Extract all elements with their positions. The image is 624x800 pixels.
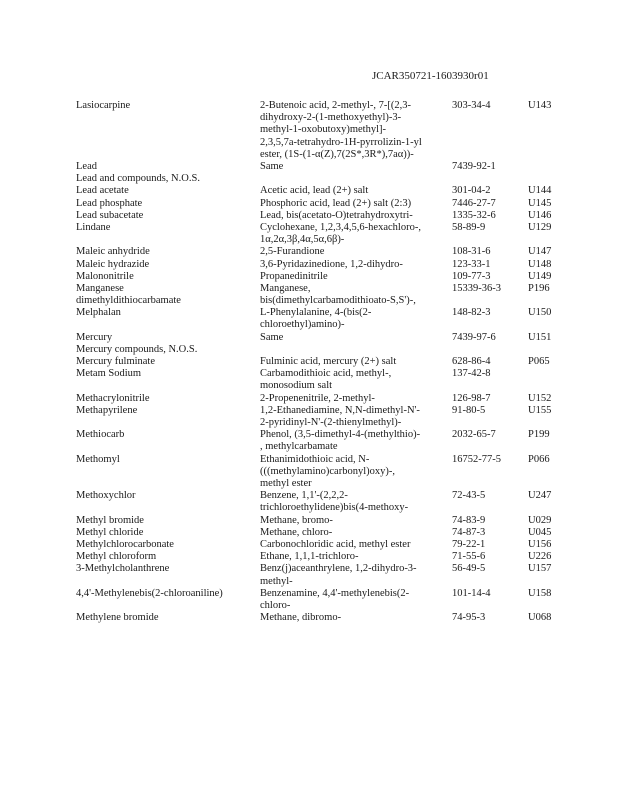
cas-number: 1335-32-6 xyxy=(452,209,496,221)
chemical-abstracts-name xyxy=(260,612,446,624)
chemical-abstracts-name xyxy=(260,222,446,246)
chemical-abstracts-name xyxy=(260,429,446,453)
substance-name xyxy=(76,173,254,185)
waste-code: U226 xyxy=(528,551,552,563)
substance-name xyxy=(76,429,254,441)
substance-name xyxy=(76,246,254,258)
table-row xyxy=(0,454,624,491)
table-row xyxy=(0,259,624,271)
chemical-abstracts-name-line: 2,3,5,7a-tetrahydro-1H-pyrrolizin-1-yl xyxy=(260,136,422,148)
chemical-abstracts-name xyxy=(260,527,446,539)
chemical-abstracts-name-line: Methane, chloro- xyxy=(260,526,333,538)
substance-name xyxy=(76,490,254,502)
substance-name-line: Lasiocarpine xyxy=(76,100,131,111)
table-row xyxy=(0,429,624,453)
waste-code: P199 xyxy=(528,429,550,441)
table-row xyxy=(0,588,624,612)
substance-name-line: Lead phosphate xyxy=(76,197,143,209)
chemical-abstracts-name xyxy=(260,161,446,173)
waste-code: P196 xyxy=(528,282,550,294)
substance-name-line: Methiocarb xyxy=(76,429,125,441)
cas-number: 123-33-1 xyxy=(452,258,491,270)
chemical-abstracts-name-line: Carbonochloridic acid, methyl ester xyxy=(260,538,411,550)
substance-name-line: 3-Methylcholanthrene xyxy=(76,563,170,575)
chemical-abstracts-name-line: Benz(j)aceanthrylene, 1,2-dihydro-3- xyxy=(260,563,417,575)
substance-name-line: Methomyl xyxy=(76,453,120,465)
substance-name xyxy=(76,307,254,319)
chemical-abstracts-name xyxy=(260,356,446,368)
chemical-abstracts-name-line: methyl- xyxy=(260,575,293,587)
table-row xyxy=(0,551,624,563)
cas-number: 58-89-9 xyxy=(452,221,486,233)
cas-number: 301-04-2 xyxy=(452,185,491,197)
substance-name xyxy=(76,539,254,551)
chemical-abstracts-name-line: Cyclohexane, 1,2,3,4,5,6-hexachloro-, xyxy=(260,221,421,233)
chemical-abstracts-name-line: Ethane, 1,1,1-trichloro- xyxy=(260,551,359,563)
chemical-abstracts-name xyxy=(260,332,446,344)
chemical-abstracts-name-line: Benzenamine, 4,4'-methylenebis(2- xyxy=(260,587,410,599)
chemical-abstracts-name-line: Methane, dibromo- xyxy=(260,612,342,624)
chemical-abstracts-name xyxy=(260,551,446,563)
cas-number: 72-43-5 xyxy=(452,490,486,502)
chemical-abstracts-name xyxy=(260,368,446,392)
substance-name xyxy=(76,344,254,356)
substance-name xyxy=(76,271,254,283)
chemical-abstracts-name-line: Benzene, 1,1'-(2,2,2- xyxy=(260,490,348,502)
waste-code: U148 xyxy=(528,258,552,270)
chemical-abstracts-name-line: Methane, bromo- xyxy=(260,514,333,526)
chemical-abstracts-name-line: Carbamodithioic acid, methyl-, xyxy=(260,368,392,380)
cas-number: 2032-65-7 xyxy=(452,429,496,441)
substance-name-line: Mercury fulminate xyxy=(76,356,156,368)
substance-name-line: Methylene bromide xyxy=(76,612,159,624)
document-id: JCAR350721-1603930r01 xyxy=(372,70,489,82)
chemical-abstracts-name xyxy=(260,515,446,527)
chemical-abstracts-name xyxy=(260,283,446,307)
cas-number: 16752-77-5 xyxy=(452,453,501,465)
chemical-abstracts-name-line: Same xyxy=(260,331,284,343)
table-row xyxy=(0,405,624,429)
cas-number: 101-14-4 xyxy=(452,587,491,599)
table-row xyxy=(0,344,624,356)
substance-name xyxy=(76,588,254,600)
substance-name-line: Lead acetate xyxy=(76,185,129,197)
table-row xyxy=(0,307,624,331)
substance-name-line: Methyl chloride xyxy=(76,526,144,538)
chemical-abstracts-name-line: dihydroxy-2-(1-methoxyethyl)-3- xyxy=(260,112,402,124)
table-row xyxy=(0,185,624,197)
waste-code: U143 xyxy=(528,100,552,111)
substance-name-line: Methyl chloroform xyxy=(76,551,157,563)
table-row xyxy=(0,271,624,283)
substance-name xyxy=(76,405,254,417)
chemical-abstracts-name xyxy=(260,210,446,222)
substance-name-line: Mercury compounds, N.O.S. xyxy=(76,343,198,355)
table-row xyxy=(0,210,624,222)
table-row xyxy=(0,527,624,539)
substance-name xyxy=(76,515,254,527)
chemical-abstracts-name xyxy=(260,259,446,271)
waste-code: U156 xyxy=(528,538,552,550)
table-row xyxy=(0,173,624,185)
substance-name-line: dimethyldithiocarbamate xyxy=(76,295,181,307)
substance-name xyxy=(76,454,254,466)
table-row xyxy=(0,368,624,392)
substance-name xyxy=(76,563,254,575)
chemical-abstracts-name xyxy=(260,246,446,258)
chemical-abstracts-name xyxy=(260,588,446,612)
cas-number: 126-98-7 xyxy=(452,392,491,404)
waste-code: U045 xyxy=(528,526,552,538)
table-row xyxy=(0,612,624,624)
substance-name xyxy=(76,332,254,344)
chemical-abstracts-name xyxy=(260,393,446,405)
substance-name-line: Methyl bromide xyxy=(76,514,144,526)
chemical-abstracts-name-line: ester, (1S-(1-α(Z),7(2S*,3R*),7aα))- xyxy=(260,148,414,160)
table-row xyxy=(0,246,624,258)
substance-name-line: Manganese xyxy=(76,282,124,294)
waste-code: P066 xyxy=(528,453,550,465)
chemical-abstracts-name-line: monosodium salt xyxy=(260,380,333,392)
cas-number: 7446-27-7 xyxy=(452,197,496,209)
chemical-abstracts-name xyxy=(260,271,446,283)
table-row xyxy=(0,198,624,210)
substance-name-line: Methapyrilene xyxy=(76,404,138,416)
table-row xyxy=(0,356,624,368)
chemical-abstracts-name-line: 2,5-Furandione xyxy=(260,246,325,258)
substance-name-line: Lead subacetate xyxy=(76,209,144,221)
chemical-abstracts-name xyxy=(260,454,446,491)
chemical-abstracts-name-line: methyl ester xyxy=(260,478,312,489)
chemical-abstracts-name xyxy=(260,563,446,587)
cas-number: 148-82-3 xyxy=(452,307,491,319)
table-row xyxy=(0,490,624,514)
substance-name-line: Lead and compounds, N.O.S. xyxy=(76,173,200,185)
cas-number: 108-31-6 xyxy=(452,246,491,258)
waste-code: U029 xyxy=(528,514,552,526)
table-row xyxy=(0,100,624,161)
waste-code: U158 xyxy=(528,587,552,599)
substance-name-line: Lead xyxy=(76,161,97,172)
chemical-abstracts-name-line: L-Phenylalanine, 4-(bis(2- xyxy=(260,307,372,319)
substance-name xyxy=(76,612,254,624)
waste-code: U157 xyxy=(528,563,552,575)
chemical-abstracts-name-line: Acetic acid, lead (2+) salt xyxy=(260,185,369,197)
waste-code: U129 xyxy=(528,221,552,233)
table-row xyxy=(0,222,624,246)
cas-number: 7439-92-1 xyxy=(452,161,496,172)
waste-code: U155 xyxy=(528,404,552,416)
cas-number: 91-80-5 xyxy=(452,404,486,416)
substance-name-line: Methacrylonitrile xyxy=(76,392,150,404)
chemical-abstracts-name xyxy=(260,185,446,197)
table-row xyxy=(0,563,624,587)
chemical-abstracts-name xyxy=(260,539,446,551)
cas-number: 74-95-3 xyxy=(452,612,486,624)
chemical-abstracts-name-line: , methylcarbamate xyxy=(260,441,338,453)
waste-code: U151 xyxy=(528,331,552,343)
cas-number: 56-49-5 xyxy=(452,563,486,575)
substance-name-line: Melphalan xyxy=(76,307,121,319)
chemical-abstracts-name-line: 1,2-Ethanediamine, N,N-dimethyl-N'- xyxy=(260,404,420,416)
chemical-abstracts-name-line: methyl-1-oxobutoxy)methyl]- xyxy=(260,124,386,136)
cas-number: 303-34-4 xyxy=(452,100,491,111)
waste-code: U145 xyxy=(528,197,552,209)
waste-code: U149 xyxy=(528,270,552,282)
substance-name-line: Maleic anhydride xyxy=(76,246,150,258)
cas-number: 137-42-8 xyxy=(452,368,491,380)
waste-code: U152 xyxy=(528,392,552,404)
waste-code: U147 xyxy=(528,246,552,258)
cas-number: 74-87-3 xyxy=(452,526,486,538)
chemical-abstracts-name-line: trichloroethylidene)bis(4-methoxy- xyxy=(260,502,409,514)
substance-name-line: Metam Sodium xyxy=(76,368,142,380)
chemical-abstracts-name xyxy=(260,405,446,429)
substance-name xyxy=(76,222,254,234)
table-row xyxy=(0,539,624,551)
chemical-abstracts-name-line: Same xyxy=(260,161,284,172)
substance-name-line: Mercury xyxy=(76,331,113,343)
table-row xyxy=(0,515,624,527)
substance-name-line: Methylchlorocarbonate xyxy=(76,538,174,550)
substance-name-line: 4,4'-Methylenebis(2-chloroaniline) xyxy=(76,587,223,599)
substance-name xyxy=(76,210,254,222)
cas-number: 71-55-6 xyxy=(452,551,486,563)
substance-name xyxy=(76,551,254,563)
chemical-abstracts-name-line: Fulminic acid, mercury (2+) salt xyxy=(260,356,397,368)
chemical-abstracts-name-line: Phosphoric acid, lead (2+) salt (2:3) xyxy=(260,197,412,209)
substance-name xyxy=(76,356,254,368)
chemical-abstracts-name xyxy=(260,490,446,514)
table-row xyxy=(0,332,624,344)
waste-code: U150 xyxy=(528,307,552,319)
chemical-abstracts-name-line: 3,6-Pyridazinedione, 1,2-dihydro- xyxy=(260,258,403,270)
waste-code: P065 xyxy=(528,356,550,368)
waste-code: U247 xyxy=(528,490,552,502)
substance-name-line: Maleic hydrazide xyxy=(76,258,150,270)
chemical-abstracts-name-line: chloro- xyxy=(260,599,291,611)
substance-name xyxy=(76,283,254,307)
cas-number: 79-22-1 xyxy=(452,538,486,550)
chemical-abstracts-name-line: Lead, bis(acetato-O)tetrahydroxytri- xyxy=(260,209,413,221)
cas-number: 7439-97-6 xyxy=(452,331,496,343)
substance-name xyxy=(76,259,254,271)
table-row xyxy=(0,283,624,307)
substance-name xyxy=(76,100,254,112)
chemical-abstracts-name xyxy=(260,100,446,161)
substance-name xyxy=(76,393,254,405)
substance-name-line: Malononitrile xyxy=(76,270,134,282)
cas-number: 109-77-3 xyxy=(452,270,491,282)
chemical-abstracts-name-line: 2-Butenoic acid, 2-methyl-, 7-[(2,3- xyxy=(260,100,412,111)
chemical-abstracts-name-line: Manganese, xyxy=(260,282,311,294)
chemical-abstracts-name-line: 1α,2α,3β,4α,5α,6β)- xyxy=(260,234,345,246)
table-row xyxy=(0,393,624,405)
waste-code: U144 xyxy=(528,185,552,197)
substance-name-line: Methoxychlor xyxy=(76,490,136,502)
chemical-abstracts-name-line: 2-Propenenitrile, 2-methyl- xyxy=(260,392,375,404)
chemical-abstracts-name-line: Phenol, (3,5-dimethyl-4-(methylthio)- xyxy=(260,429,421,441)
cas-number: 74-83-9 xyxy=(452,514,486,526)
substance-name xyxy=(76,368,254,380)
chemical-abstracts-name-line: (((methylamino)carbonyl)oxy)-, xyxy=(260,465,395,477)
cas-number: 15339-36-3 xyxy=(452,282,501,294)
cas-number: 628-86-4 xyxy=(452,356,491,368)
waste-code: U146 xyxy=(528,209,552,221)
substance-name-line: Lindane xyxy=(76,221,111,233)
chemical-abstracts-name xyxy=(260,307,446,331)
chemical-abstracts-name-line: bis(dimethylcarbamodithioato-S,S')-, xyxy=(260,295,416,307)
chemical-abstracts-name-line: Propanedinitrile xyxy=(260,270,328,282)
chemical-abstracts-name-line: Ethanimidothioic acid, N- xyxy=(260,453,370,465)
table-row xyxy=(0,161,624,173)
substance-name xyxy=(76,198,254,210)
substance-name xyxy=(76,527,254,539)
waste-code: U068 xyxy=(528,612,552,624)
substance-name xyxy=(76,161,254,173)
substance-name xyxy=(76,185,254,197)
chemical-abstracts-name-line: 2-pyridinyl-N'-(2-thienylmethyl)- xyxy=(260,417,402,429)
hazardous-substance-table xyxy=(0,100,624,624)
chemical-abstracts-name-line: chloroethyl)amino)- xyxy=(260,319,345,331)
chemical-abstracts-name xyxy=(260,198,446,210)
